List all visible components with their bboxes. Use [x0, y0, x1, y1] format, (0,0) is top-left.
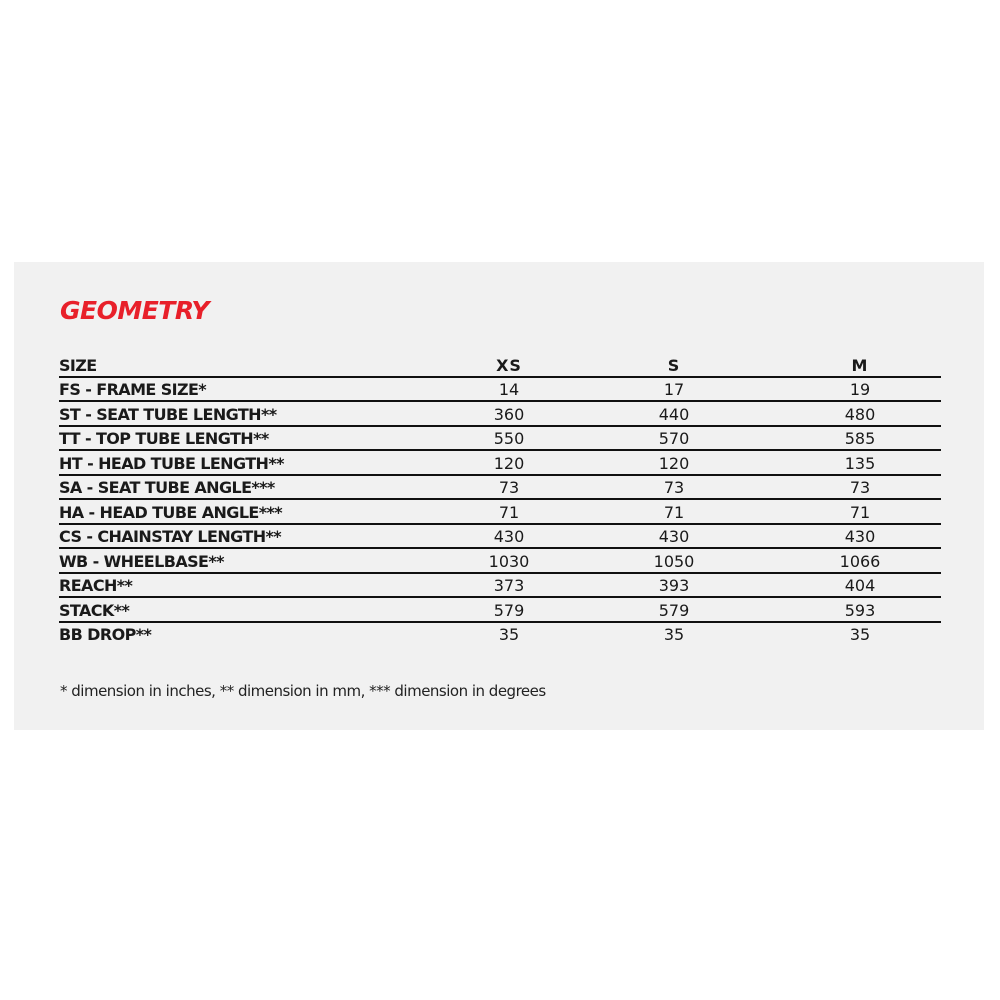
cell-m: 135	[779, 450, 941, 475]
table-row	[59, 499, 941, 524]
table-row	[59, 426, 941, 451]
cell-xs: 14	[449, 377, 569, 402]
cell-xs: 430	[449, 524, 569, 549]
row-label: WB - WHEELBASE**	[59, 548, 449, 573]
cell-s: 73	[569, 475, 779, 500]
row-label: BB DROP**	[59, 625, 152, 644]
header-m: M	[779, 353, 941, 377]
cell-m: 35	[849, 625, 871, 644]
cell-m: 593	[779, 597, 941, 622]
cell-xs: 550	[449, 426, 569, 451]
table-row	[59, 622, 941, 646]
cell-s: 17	[569, 377, 779, 402]
header-size: SIZE	[59, 353, 449, 377]
row-label: HA - HEAD TUBE ANGLE***	[59, 499, 449, 524]
cell-xs: 579	[449, 597, 569, 622]
cell-m: 585	[779, 426, 941, 451]
cell-s: 440	[569, 401, 779, 426]
table-row	[59, 548, 941, 573]
cell-xs: 73	[449, 475, 569, 500]
cell-m: 71	[779, 499, 941, 524]
table-row	[59, 401, 941, 426]
row-label: FS - FRAME SIZE*	[59, 377, 449, 402]
row-label: ST - SEAT TUBE LENGTH**	[59, 401, 449, 426]
geometry-panel	[14, 262, 984, 730]
geometry-table	[59, 353, 941, 645]
table-row	[59, 450, 941, 475]
cell-s: 120	[569, 450, 779, 475]
table-row	[59, 597, 941, 622]
cell-s: 570	[569, 426, 779, 451]
cell-xs: 120	[449, 450, 569, 475]
cell-s: 35	[663, 625, 685, 644]
row-label: TT - TOP TUBE LENGTH**	[59, 426, 449, 451]
cell-s: 430	[569, 524, 779, 549]
cell-m: 480	[779, 401, 941, 426]
cell-xs: 360	[449, 401, 569, 426]
dimension-footnote: * dimension in inches, ** dimension in mm, *** dimension in degrees	[60, 682, 546, 700]
cell-m: 430	[779, 524, 941, 549]
cell-s: 1050	[569, 548, 779, 573]
row-label: STACK**	[59, 597, 449, 622]
cell-s: 71	[569, 499, 779, 524]
row-label: REACH**	[59, 573, 449, 598]
row-label: HT - HEAD TUBE LENGTH**	[59, 450, 449, 475]
row-label: CS - CHAINSTAY LENGTH**	[59, 524, 449, 549]
cell-s: 393	[569, 573, 779, 598]
cell-xs: 373	[449, 573, 569, 598]
header-s: S	[569, 353, 779, 377]
table-row	[59, 573, 941, 598]
cell-xs: 1030	[449, 548, 569, 573]
cell-m: 19	[779, 377, 941, 402]
row-label: SA - SEAT TUBE ANGLE***	[59, 475, 449, 500]
cell-s: 579	[569, 597, 779, 622]
geometry-title: GEOMETRY	[60, 296, 209, 325]
cell-xs: 35	[498, 625, 520, 644]
table-row	[59, 475, 941, 500]
cell-xs: 71	[449, 499, 569, 524]
table-header-row	[59, 353, 941, 377]
header-xs: XS	[449, 353, 569, 377]
cell-m: 1066	[779, 548, 941, 573]
table-row	[59, 524, 941, 549]
cell-m: 404	[779, 573, 941, 598]
cell-m: 73	[779, 475, 941, 500]
table-row	[59, 377, 941, 402]
